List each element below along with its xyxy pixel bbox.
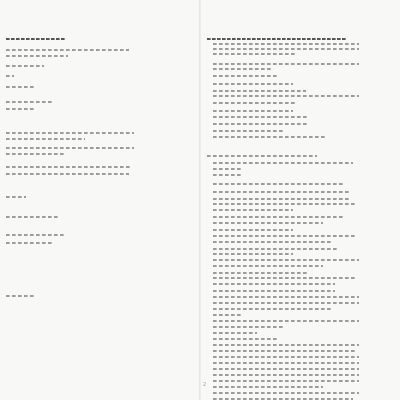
text-line bbox=[6, 53, 68, 58]
text-line bbox=[213, 281, 335, 286]
line-ink bbox=[213, 272, 309, 274]
line-ink bbox=[213, 356, 359, 358]
line-ink bbox=[213, 368, 359, 370]
line-ink bbox=[6, 75, 14, 77]
text-line bbox=[213, 360, 359, 365]
text-line bbox=[213, 166, 241, 171]
text-line bbox=[213, 366, 359, 371]
line-ink bbox=[213, 222, 323, 224]
text-line bbox=[213, 378, 359, 383]
line-ink bbox=[6, 108, 34, 110]
text-line bbox=[207, 153, 317, 158]
text-line bbox=[213, 354, 359, 359]
line-ink bbox=[213, 174, 243, 176]
text-line bbox=[213, 214, 343, 219]
text-line bbox=[213, 342, 359, 347]
line-ink bbox=[213, 265, 323, 267]
text-line bbox=[213, 300, 359, 305]
text-line bbox=[6, 136, 85, 141]
line-ink bbox=[213, 216, 343, 218]
text-line bbox=[213, 233, 355, 238]
text-line bbox=[213, 348, 355, 353]
text-line bbox=[213, 128, 285, 133]
line-ink bbox=[6, 138, 85, 140]
text-line bbox=[6, 232, 64, 237]
line-ink bbox=[213, 344, 359, 346]
line-ink bbox=[213, 43, 359, 45]
left-page bbox=[0, 0, 199, 400]
text-line bbox=[213, 239, 333, 244]
text-line bbox=[6, 47, 129, 52]
text-line bbox=[213, 201, 355, 206]
text-line bbox=[213, 263, 323, 268]
line-ink bbox=[207, 155, 317, 157]
text-line bbox=[6, 73, 14, 78]
line-ink bbox=[213, 326, 285, 328]
text-line bbox=[213, 160, 353, 165]
line-ink bbox=[213, 68, 273, 70]
text-line bbox=[213, 93, 359, 98]
text-line bbox=[6, 214, 60, 219]
text-line bbox=[213, 324, 285, 329]
line-ink bbox=[6, 295, 34, 297]
text-line bbox=[213, 288, 335, 293]
line-ink bbox=[6, 173, 129, 175]
text-line bbox=[6, 151, 64, 156]
line-ink bbox=[6, 55, 68, 57]
line-ink bbox=[6, 132, 134, 134]
text-line bbox=[213, 73, 279, 78]
text-line bbox=[213, 114, 309, 119]
line-ink bbox=[213, 253, 293, 255]
text-line bbox=[213, 336, 277, 341]
line-ink bbox=[213, 296, 359, 298]
line-ink bbox=[213, 380, 359, 382]
text-line bbox=[6, 106, 34, 111]
line-ink bbox=[6, 147, 134, 149]
line-ink bbox=[6, 242, 54, 244]
text-line bbox=[213, 220, 323, 225]
line-ink bbox=[213, 75, 279, 77]
line-ink bbox=[213, 183, 343, 185]
text-line bbox=[213, 227, 293, 232]
line-ink bbox=[6, 49, 129, 51]
text-line bbox=[6, 145, 134, 150]
line-ink bbox=[213, 241, 333, 243]
line-ink bbox=[6, 166, 132, 168]
line-ink bbox=[213, 235, 355, 237]
line-ink bbox=[213, 283, 335, 285]
line-ink bbox=[6, 216, 60, 218]
line-ink bbox=[213, 350, 355, 352]
line-ink bbox=[213, 374, 359, 376]
line-ink bbox=[213, 259, 359, 261]
text-line bbox=[213, 306, 333, 311]
line-ink bbox=[213, 90, 306, 92]
line-ink bbox=[213, 314, 243, 316]
text-line bbox=[213, 384, 323, 389]
line-ink bbox=[6, 234, 64, 236]
text-line bbox=[213, 396, 353, 400]
text-line bbox=[213, 81, 293, 86]
text-line bbox=[213, 207, 293, 212]
line-ink bbox=[213, 116, 309, 118]
text-line bbox=[6, 84, 34, 89]
line-ink bbox=[213, 386, 323, 388]
line-ink bbox=[213, 123, 309, 125]
text-line bbox=[213, 181, 343, 186]
page-heading bbox=[6, 36, 66, 41]
line-ink bbox=[213, 229, 293, 231]
line-ink bbox=[6, 38, 66, 41]
line-ink bbox=[213, 302, 359, 304]
line-ink bbox=[213, 130, 285, 132]
line-ink bbox=[213, 209, 293, 211]
text-line bbox=[213, 108, 293, 113]
line-ink bbox=[213, 48, 359, 50]
line-ink bbox=[213, 102, 295, 104]
text-line bbox=[6, 99, 54, 104]
text-line bbox=[213, 275, 355, 280]
line-ink bbox=[213, 290, 335, 292]
text-line bbox=[6, 130, 134, 135]
text-line bbox=[213, 189, 351, 194]
text-line bbox=[213, 294, 359, 299]
line-ink bbox=[213, 63, 359, 65]
line-ink bbox=[6, 153, 64, 155]
right-page bbox=[201, 0, 400, 400]
text-line bbox=[6, 63, 44, 68]
line-ink bbox=[213, 398, 353, 400]
text-line bbox=[213, 390, 359, 395]
text-line bbox=[213, 312, 243, 317]
text-line bbox=[213, 100, 295, 105]
line-ink bbox=[6, 86, 34, 88]
text-line bbox=[213, 51, 297, 56]
line-ink bbox=[213, 191, 351, 193]
text-line bbox=[213, 330, 257, 335]
line-ink bbox=[213, 168, 241, 170]
line-ink bbox=[213, 362, 359, 364]
text-line bbox=[6, 240, 54, 245]
text-line bbox=[213, 372, 359, 377]
text-line bbox=[213, 318, 359, 323]
line-ink bbox=[213, 53, 297, 55]
line-ink bbox=[213, 95, 359, 97]
text-line bbox=[213, 121, 309, 126]
line-ink bbox=[213, 338, 277, 340]
text-line bbox=[6, 171, 129, 176]
page-number: 2 bbox=[203, 382, 207, 388]
line-ink bbox=[213, 203, 355, 205]
text-line bbox=[213, 257, 359, 262]
line-ink bbox=[6, 196, 26, 198]
line-ink bbox=[213, 392, 359, 394]
line-ink bbox=[6, 101, 54, 103]
text-line bbox=[6, 293, 34, 298]
line-ink bbox=[213, 162, 353, 164]
text-line bbox=[213, 66, 273, 71]
line-ink bbox=[213, 248, 339, 250]
line-ink bbox=[207, 38, 347, 41]
line-ink bbox=[213, 136, 325, 138]
line-ink bbox=[6, 65, 44, 67]
line-ink bbox=[213, 198, 349, 200]
line-ink bbox=[213, 110, 293, 112]
text-line bbox=[213, 251, 293, 256]
line-ink bbox=[213, 320, 359, 322]
line-ink bbox=[213, 332, 257, 334]
text-line bbox=[6, 194, 26, 199]
text-line bbox=[213, 172, 243, 177]
text-line bbox=[6, 164, 132, 169]
text-line bbox=[213, 134, 325, 139]
line-ink bbox=[213, 83, 293, 85]
line-ink bbox=[213, 308, 333, 310]
line-ink bbox=[213, 277, 355, 279]
